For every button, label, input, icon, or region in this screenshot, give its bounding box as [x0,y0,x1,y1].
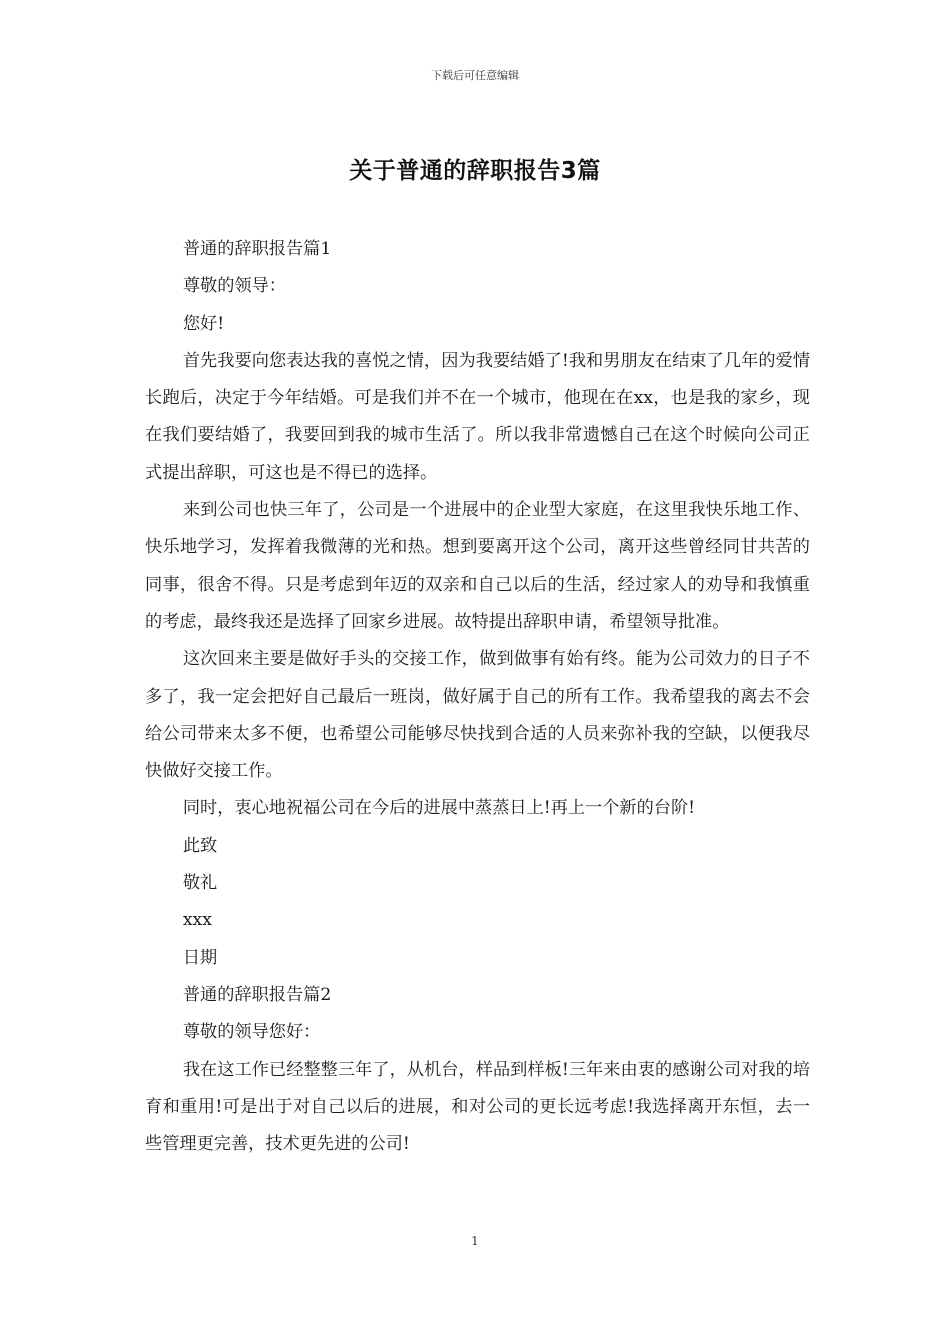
document-body [145,231,810,1163]
body-paragraph: 首先我要向您表达我的喜悦之情，因为我要结婚了!我和男朋友在结束了几年的爱情长跑后，决定于今年结婚。可是我们并不在一个城市，他现在在xx，也是我的家乡，现在我们要结婚了，我要回到我的城市生活了。所以我非常遗憾自己在这个时候向公司正式提出辞职，可这也是不得已的选择。 [145,350,810,483]
body-paragraph: 同时，衷心地祝福公司在今后的进展中蒸蒸日上!再上一个新的台阶! [182,798,696,819]
closing-line: 敬礼 [182,873,218,894]
signature-date: 日期 [182,947,218,968]
header-note: 下载后可任意编辑 [431,69,519,82]
greeting: 您好! [182,313,225,334]
salutation: 尊敬的领导您好： [182,1022,321,1043]
section-heading-1: 普通的辞职报告篇1 [182,239,332,259]
body-paragraph: 我在这工作已经整整三年了，从机台，样品到样板!三年来由衷的感谢公司对我的培育和重用!可是出于对自己以后的进展，和对公司的更长远考虑!我选择离开东恒，去一些管理更完善，技术更先进的公司! [145,1059,810,1155]
section-heading-2: 普通的辞职报告篇2 [182,984,332,1005]
salutation: 尊敬的领导： [182,276,286,297]
document-title: 关于普通的辞职报告3篇 [349,158,601,184]
signature-name: xxx [182,910,212,931]
page-number: 1 [471,1234,479,1248]
body-paragraph: 这次回来主要是做好手头的交接工作，做到做事有始有终。能为公司效力的日子不多了，我一定会把好自己最后一班岗，做好属于自己的所有工作。我希望我的离去不会给公司带来太多不便，也希望公司能够尽快找到合适的人员来弥补我的空缺，以便我尽快做好交接工作。 [145,649,810,782]
body-paragraph: 来到公司也快三年了，公司是一个进展中的企业型大家庭，在这里我快乐地工作、快乐地学习，发挥着我微薄的光和热。想到要离开这个公司，离开这些曾经同甘共苦的同事，很舍不得。只是考虑到年迈的双亲和自己以后的生活，经过家人的劝导和我慎重的考虑，最终我还是选择了回家乡进展。故特提出辞职申请，希望领导批准。 [145,500,810,632]
closing-line: 此致 [182,835,218,856]
